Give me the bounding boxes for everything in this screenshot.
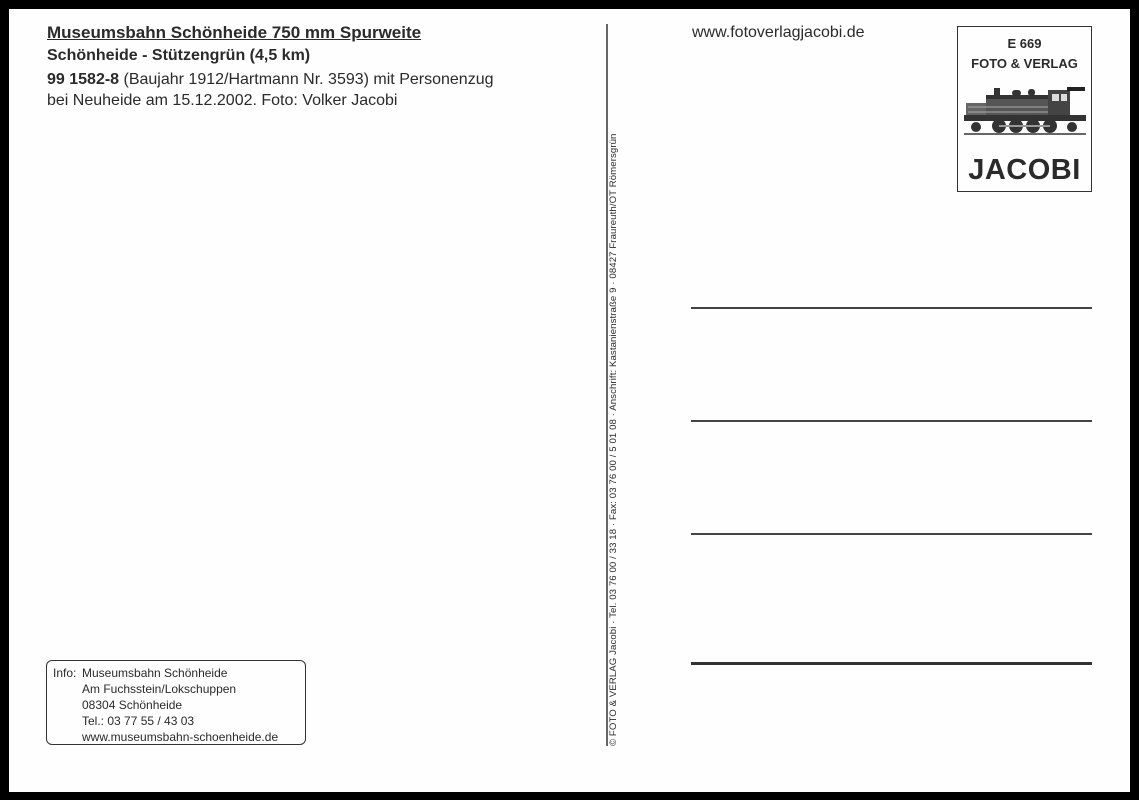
stamp-box bbox=[957, 26, 1092, 192]
address-line bbox=[691, 533, 1092, 535]
info-name: Museumsbahn Schönheide bbox=[82, 666, 228, 680]
info-street: Am Fuchsstein/Lokschuppen bbox=[82, 682, 237, 696]
publisher-url: www.fotoverlagjacobi.de bbox=[692, 24, 865, 41]
route-subtitle: Schönheide - Stützengrün (4,5 km) bbox=[47, 47, 311, 64]
description-line-2: bei Neuheide am 15.12.2002. Foto: Volker Jacobi bbox=[47, 92, 398, 109]
description-rest: (Baujahr 1912/Hartmann Nr. 3593) mit Personenzug bbox=[119, 71, 494, 88]
address-line bbox=[691, 420, 1092, 422]
loco-number: 99 1582-8 bbox=[47, 71, 120, 88]
steam-locomotive-icon bbox=[964, 87, 1086, 135]
info-web: www.museumsbahn-schoenheide.de bbox=[82, 730, 279, 744]
stamp-publisher: FOTO & VERLAG bbox=[971, 56, 1078, 71]
publisher-vertical-text: © FOTO & VERLAG Jacobi · Tel. 03 76 00 / 33 18 · Fax: 03 76 00 / 5 01 08 · Anschrift: Kastanienstraße 9 · 08427 Fraureuth/OT Römersgrün bbox=[608, 133, 619, 746]
stamp-brand: JACOBI bbox=[968, 154, 1081, 186]
info-tel: Tel.: 03 77 55 / 43 03 bbox=[82, 714, 195, 728]
info-city: 08304 Schönheide bbox=[82, 698, 183, 712]
description-line-1 bbox=[47, 71, 493, 89]
address-line bbox=[691, 307, 1092, 309]
info-box bbox=[46, 660, 306, 745]
card-title: Museumsbahn Schönheide 750 mm Spurweite bbox=[47, 23, 422, 42]
stamp-code: E 669 bbox=[1007, 36, 1042, 51]
address-line bbox=[691, 662, 1092, 665]
info-label: Info: bbox=[53, 666, 77, 680]
